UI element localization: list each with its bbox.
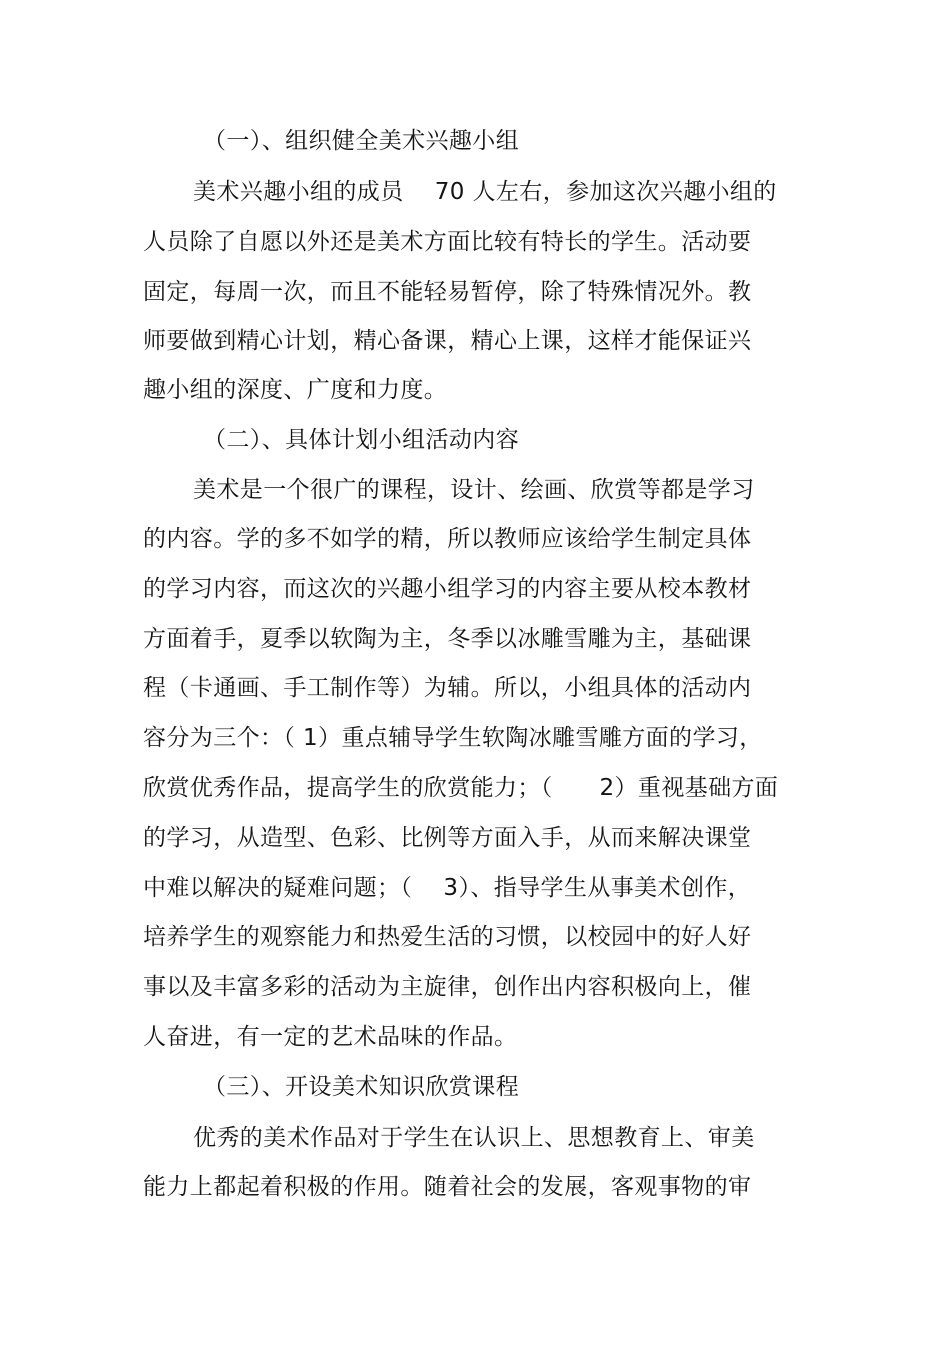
paragraph-line: 美术兴趣小组的成员 70 人左右，参加这次兴趣小组的 xyxy=(193,179,777,205)
paragraph-line: 的学习内容，而这次的兴趣小组学习的内容主要从校本教材 xyxy=(143,576,752,602)
section-heading-1: （一）、组织健全美术兴趣小组 xyxy=(203,128,520,154)
paragraph-line: 师要做到精心计划，精心备课，精心上课，这样才能保证兴 xyxy=(143,328,752,354)
section-heading-3: （三）、开设美术知识欣赏课程 xyxy=(203,1074,520,1100)
paragraph-line: 美术是一个很广的课程，设计、绘画、欣赏等都是学习 xyxy=(193,477,755,503)
paragraph-line: 方面着手，夏季以软陶为主，冬季以冰雕雪雕为主，基础课 xyxy=(143,626,752,652)
paragraph-line: 培养学生的观察能力和热爱生活的习惯，以校园中的好人好 xyxy=(143,924,752,950)
paragraph-line: 事以及丰富多彩的活动为主旋律，创作出内容积极向上，催 xyxy=(143,974,752,1000)
section-heading-2: （二）、具体计划小组活动内容 xyxy=(203,427,520,453)
paragraph-line: 人员除了自愿以外还是美术方面比较有特长的学生。活动要 xyxy=(143,229,752,255)
paragraph-line: 固定，每周一次，而且不能轻易暂停，除了特殊情况外。教 xyxy=(143,279,752,305)
paragraph-line: 中难以解决的疑难问题；（ 3）、指导学生从事美术创作， xyxy=(143,875,752,901)
paragraph-line: 程（卡通画、手工制作等）为辅。所以，小组具体的活动内 xyxy=(143,675,752,701)
paragraph-line: 容分为三个：（ 1）重点辅导学生软陶冰雕雪雕方面的学习， xyxy=(143,725,763,751)
paragraph-line: 的学习，从造型、色彩、比例等方面入手，从而来解决课堂 xyxy=(143,825,752,851)
paragraph-line: 欣赏优秀作品，提高学生的欣赏能力；（ 2）重视基础方面 xyxy=(143,775,779,801)
paragraph-line: 的内容。学的多不如学的精，所以教师应该给学生制定具体 xyxy=(143,526,752,552)
paragraph-line: 人奋进，有一定的艺术品味的作品。 xyxy=(143,1024,518,1050)
paragraph-line: 优秀的美术作品对于学生在认识上、思想教育上、审美 xyxy=(193,1125,755,1151)
paragraph-line: 能力上都起着积极的作用。随着社会的发展，客观事物的审 xyxy=(143,1174,752,1200)
paragraph-line: 趣小组的深度、广度和力度。 xyxy=(143,377,448,403)
